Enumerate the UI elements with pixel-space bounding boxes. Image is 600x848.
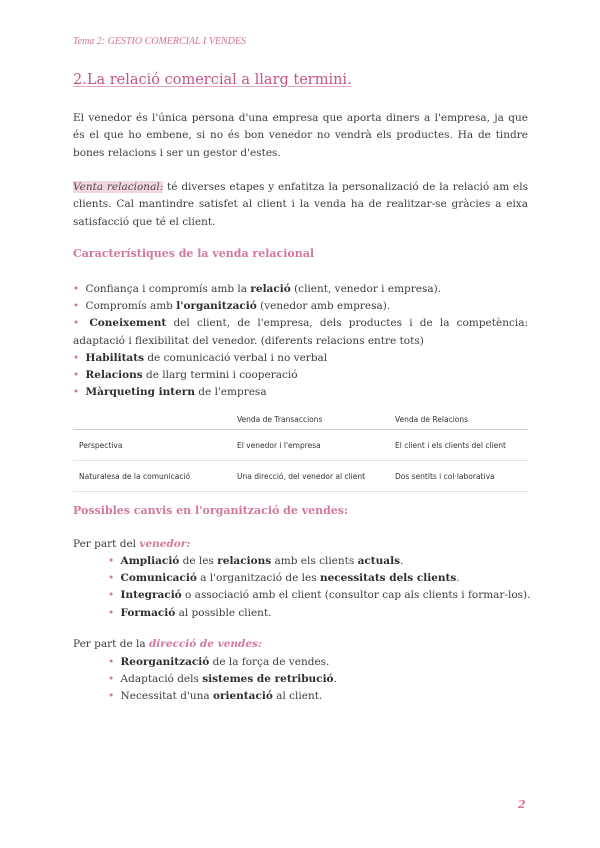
- direction-intro-text: Per part de la: [73, 638, 149, 650]
- item-text: (client, venedor i empresa).: [290, 283, 442, 295]
- item-keyword: relació: [250, 283, 291, 295]
- item-text: de les: [179, 555, 218, 567]
- list-item: [73, 298, 528, 315]
- direction-changes-list: [108, 654, 337, 706]
- item-keyword: Integració: [120, 589, 182, 602]
- table-cell: Dos sentits i col·laborativa: [389, 461, 528, 492]
- item-text: a l'organització de les: [196, 572, 320, 585]
- direction-intro-emphasis: direcció de vendes:: [148, 638, 262, 650]
- list-item: [73, 350, 528, 367]
- section-title: 2.La relació comercial a llarg termini.: [73, 72, 352, 88]
- item-text: amb els clients: [271, 555, 358, 567]
- table-header-row: [73, 409, 528, 430]
- bullet-icon: •: [73, 283, 80, 295]
- item-keyword: Habilitats: [85, 351, 144, 364]
- seller-intro-emphasis: venedor:: [139, 538, 191, 550]
- item-keyword: Coneixement: [89, 317, 167, 330]
- bullet-icon: •: [73, 351, 80, 364]
- bullet-icon: •: [73, 386, 80, 399]
- item-keyword: Màrqueting intern: [85, 386, 195, 399]
- table-cell: Naturalesa de la comunicació: [73, 461, 231, 492]
- item-text: .: [400, 555, 404, 567]
- item-text: al possible client.: [175, 606, 272, 619]
- list-item: [108, 654, 337, 671]
- table-row: [73, 461, 528, 492]
- item-text: (venedor amb empresa).: [256, 300, 391, 313]
- item-keyword: orientació: [212, 690, 273, 703]
- relational-sale-text: té diverses etapes y enfatitza la personalizació de la relació am els clients. Cal mantindre satisfet al client i la venda ha de realitzar-se gràcies a eixa satisfacció que té el client.: [73, 181, 528, 228]
- list-item: [108, 605, 531, 622]
- item-keyword: Comunicació: [120, 572, 197, 585]
- bullet-icon: •: [73, 369, 80, 382]
- table-cell: El client i els clients del client: [389, 430, 528, 461]
- item-text: de l'empresa: [194, 386, 267, 399]
- item-text: de la força de vendes.: [209, 656, 330, 668]
- characteristics-title: Característiques de la venda relacional: [73, 247, 315, 260]
- list-item: [73, 384, 528, 401]
- item-text: del client, de l'empresa, dels productes i de la competència: adaptació i flexibilitat del venedor. (diferents relacions entre tots): [73, 317, 528, 347]
- item-text: .: [456, 572, 460, 585]
- item-keyword: Formació: [120, 606, 176, 619]
- bullet-icon: •: [108, 690, 115, 703]
- item-keyword: necessitats dels clients: [319, 572, 457, 585]
- seller-intro: [73, 538, 190, 550]
- bullet-icon: •: [108, 656, 115, 668]
- item-text: Confiança i compromís amb la: [85, 283, 251, 295]
- item-keyword: l'organització: [176, 300, 257, 313]
- item-keyword: actuals: [357, 555, 400, 567]
- seller-intro-text: Per part del: [73, 538, 140, 550]
- seller-changes-list: [108, 553, 531, 622]
- item-text: de llarg termini i cooperació: [142, 369, 298, 382]
- table-row: [73, 430, 528, 461]
- list-item: [73, 315, 528, 349]
- item-text: o associació amb el client (consultor cap als clients i formar-los).: [181, 589, 531, 602]
- item-keyword: Relacions: [85, 369, 143, 382]
- bullet-icon: •: [108, 673, 115, 686]
- direction-intro: [73, 638, 262, 650]
- characteristics-list: [73, 281, 528, 401]
- list-item: [108, 587, 531, 604]
- list-item: [108, 553, 531, 570]
- bullet-icon: •: [73, 300, 80, 313]
- list-item: [73, 281, 528, 298]
- list-item: [108, 671, 337, 688]
- bullet-icon: •: [108, 572, 115, 585]
- relational-sale-term: Venta relacional:: [73, 181, 164, 193]
- table-header-cell: Venda de Relacions: [389, 409, 528, 430]
- bullet-icon: •: [73, 317, 80, 330]
- relational-sale-paragraph: [73, 179, 528, 231]
- item-text: Adaptació dels: [120, 673, 203, 686]
- item-keyword: Ampliació: [120, 555, 180, 567]
- page-number: 2: [518, 798, 526, 811]
- table-cell: El venedor i l'empresa: [231, 430, 389, 461]
- item-text: de comunicació verbal i no verbal: [144, 351, 328, 364]
- item-keyword: Reorganització: [120, 656, 210, 668]
- bullet-icon: •: [108, 555, 115, 567]
- bullet-icon: •: [108, 589, 115, 602]
- table-cell: Perspectiva: [73, 430, 231, 461]
- table-cell: Una direcció, del venedor al client: [231, 461, 389, 492]
- list-item: [108, 570, 531, 587]
- comparison-table: [73, 409, 528, 492]
- item-text: al client.: [272, 690, 323, 703]
- item-keyword: sistemes de retribució: [202, 673, 334, 686]
- item-text: Necessitat d'una: [120, 690, 213, 703]
- item-keyword: relacions: [217, 555, 272, 567]
- table-header-cell: Venda de Transaccions: [231, 409, 389, 430]
- bullet-icon: •: [108, 606, 115, 619]
- running-header: Tema 2: GESTIO COMERCIAL I VENDES: [73, 36, 247, 47]
- changes-title: Possibles canvis en l'organització de vendes:: [73, 504, 349, 517]
- list-item: [73, 367, 528, 384]
- table-header-cell: [73, 409, 231, 430]
- intro-paragraph: El venedor és l'única persona d'una empresa que aporta diners a l'empresa, ja que és el que ho embene, si no és bon venedor no vendrà els productes. Ha de tindre bones relacions i ser un gestor d'estes.: [73, 112, 528, 159]
- list-item: [108, 688, 337, 705]
- item-text: .: [333, 673, 337, 686]
- item-text: Compromís amb: [85, 300, 177, 313]
